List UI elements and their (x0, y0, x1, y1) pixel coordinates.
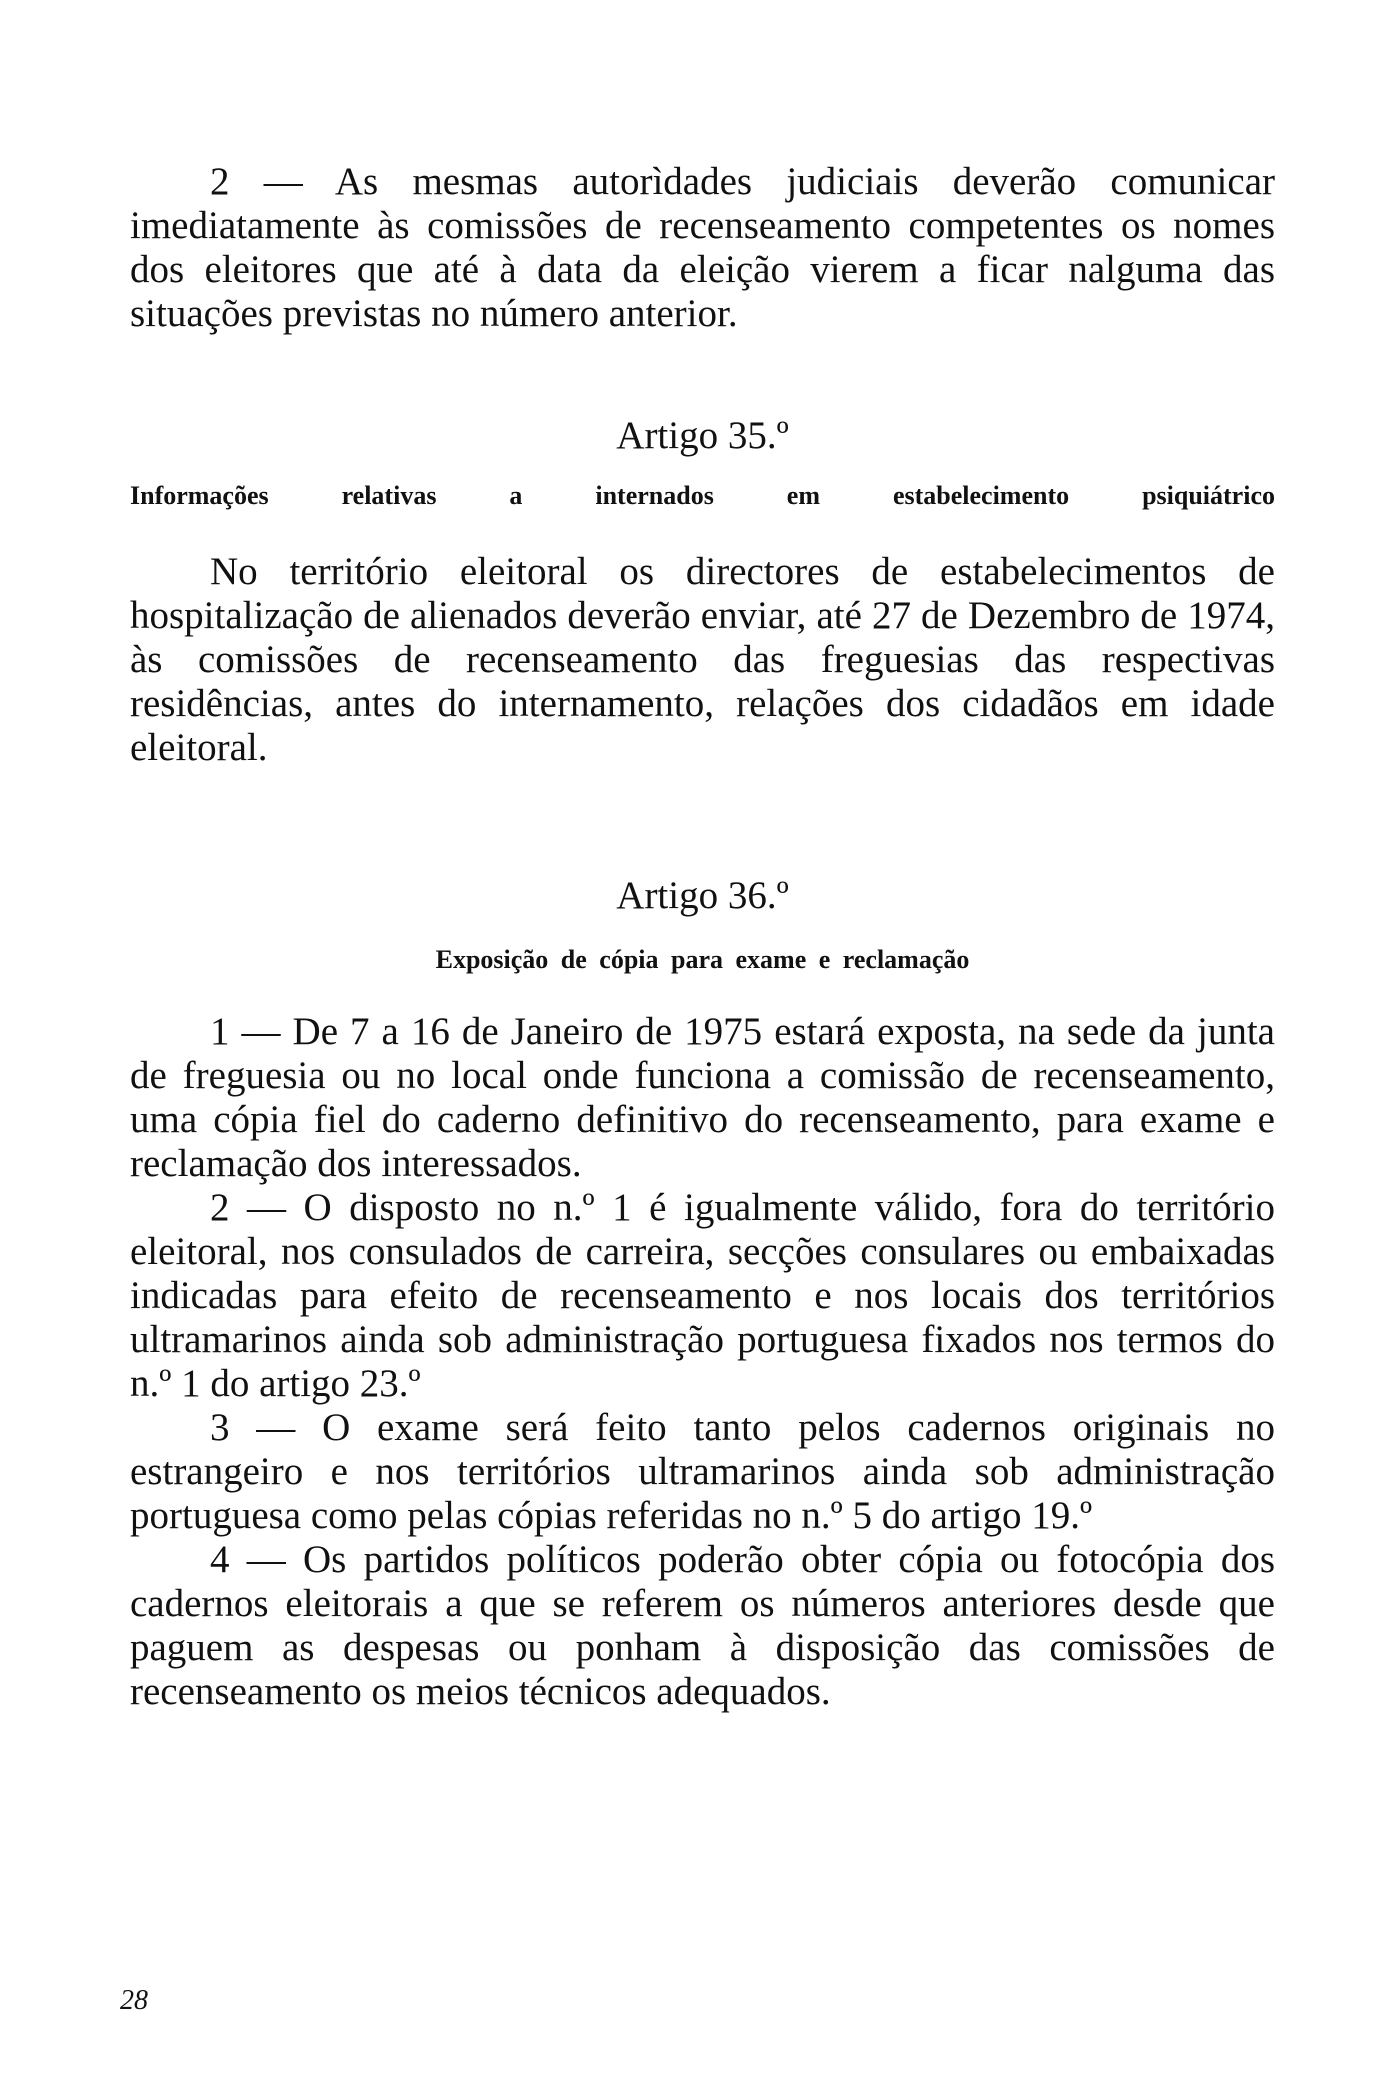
article-36-paragraph-1: 1 — De 7 a 16 de Janeiro de 1975 estará exposta, na sede da junta de freguesia ou no local onde funciona a comissão de recenseamento, uma cópia fiel do caderno definitivo do recenseamento, para exame e reclamação dos interessados. (130, 1010, 1275, 1185)
page-number: 28 (120, 1985, 148, 2016)
article-34-paragraph-2: 2 — As mesmas autorìdades judiciais deverão comunicar imediatamente às comissões de recenseamento competentes os nomes dos eleitores que até à data da eleição vierem a ficar nalguma das situações previstas no número anterior. (130, 160, 1275, 335)
article-36-paragraph-2: 2 — O disposto no n.º 1 é igualmente válido, fora do território eleitoral, nos consulados de carreira, secções consulares ou embaixadas indicadas para efeito de recenseamento e nos locais dos territórios ultramarinos ainda sob administração portuguesa fixados nos termos do n.º 1 do artigo 23.º (130, 1186, 1275, 1405)
article-35-body: No território eleitoral os directores de estabelecimentos de hospitalização de alienados deverão enviar, até 27 de Dezembro de 1974, às comissões de recenseamento das freguesias das respectivas residências, antes do internamento, relações dos cidadãos em idade eleitoral. (130, 550, 1275, 769)
document-page (130, 160, 1275, 1714)
article-35-subtitle: Informações relativas a internados em estabelecimento psiquiátrico (130, 481, 1275, 510)
article-36-paragraph-3: 3 — O exame será feito tanto pelos cadernos originais no estrangeiro e nos territórios ultramarinos ainda sob administração portuguesa como pelas cópias referidas no n.º 5 do artigo 19.º (130, 1406, 1275, 1537)
article-36-title: Artigo 36.º (616, 874, 789, 917)
article-36-paragraph-4: 4 — Os partidos políticos poderão obter cópia ou fotocópia dos cadernos eleitorais a que se referem os números anteriores desde que paguem as despesas ou ponham à disposição das comissões de recenseamento os meios técnicos adequados. (130, 1538, 1275, 1713)
article-35-title: Artigo 35.º (616, 414, 789, 457)
article-36-subtitle: Exposição de cópia para exame e reclamação (435, 945, 970, 974)
